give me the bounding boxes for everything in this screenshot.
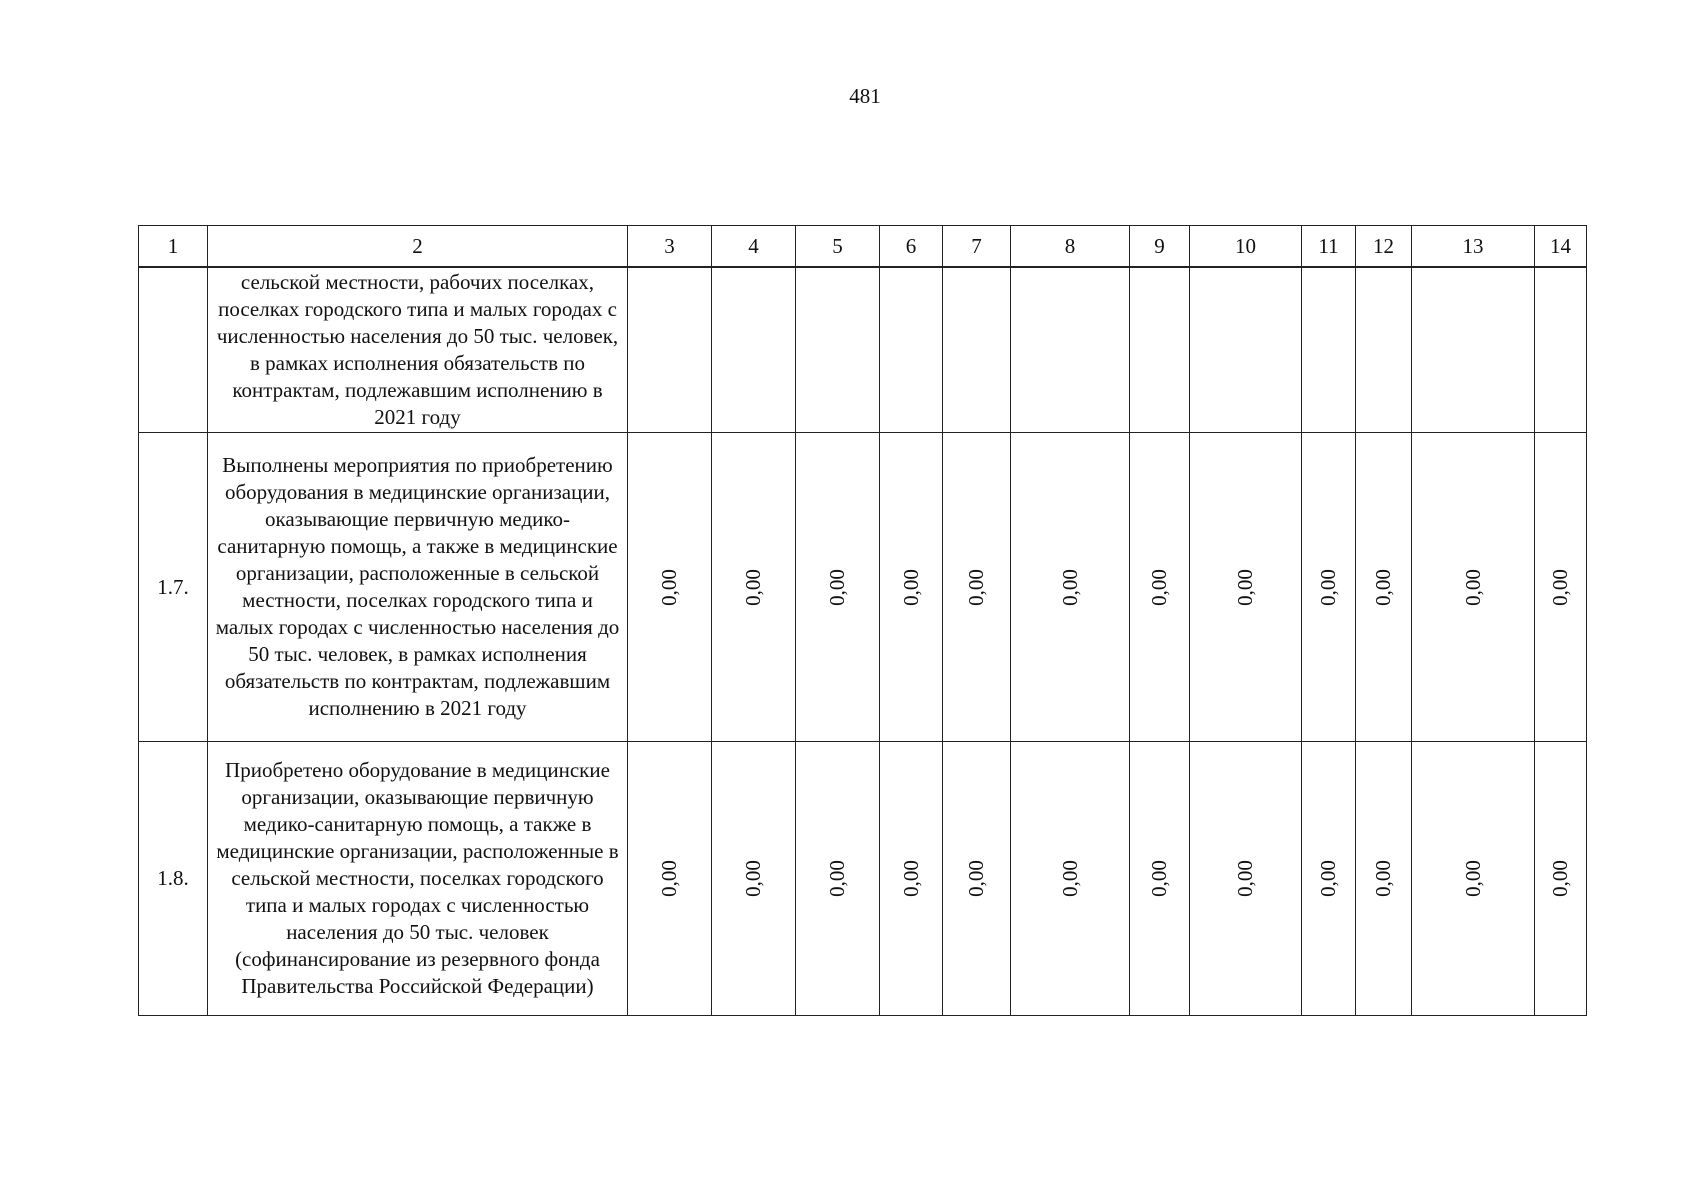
header-cell: 12	[1356, 226, 1412, 268]
row-number-cell	[139, 267, 208, 433]
value-cell	[1412, 267, 1535, 433]
value-cell	[796, 267, 880, 433]
row-description-cell: Приобретено оборудование в медицинские организации, оказывающие первичную медико-санитарную помощь, а также в медицинские организации, расположенные в сельской местности, поселках городского типа и малых городах с численностью населения до 50 тыс. человек (софинансирование из резервного фонда Правительства Российской Федерации)	[208, 742, 628, 1016]
value-cell	[1130, 742, 1190, 1016]
header-cell: 13	[1412, 226, 1535, 268]
value-cell	[1130, 433, 1190, 742]
row-number-cell: 1.8.	[139, 742, 208, 1016]
value-text: 0,00	[1147, 860, 1171, 897]
value-text: 0,00	[1233, 860, 1257, 897]
value-text: 0,00	[964, 860, 988, 897]
value-text: 0,00	[1371, 860, 1395, 897]
header-cell: 1	[139, 226, 208, 268]
value-text: 0,00	[741, 568, 765, 606]
value-text: 0,00	[657, 568, 681, 606]
value-cell	[1535, 267, 1587, 433]
value-cell	[1011, 742, 1130, 1016]
value-cell	[1356, 267, 1412, 433]
header-cell: 5	[796, 226, 880, 268]
value-cell	[712, 433, 796, 742]
header-cell: 2	[208, 226, 628, 268]
value-cell	[880, 742, 943, 1016]
value-text: 0,00	[1371, 568, 1395, 606]
value-text: 0,00	[825, 860, 849, 897]
header-cell: 6	[880, 226, 943, 268]
value-cell	[1130, 267, 1190, 433]
value-cell	[1302, 267, 1356, 433]
value-text: 0,00	[1233, 568, 1257, 606]
value-cell	[1412, 742, 1535, 1016]
value-text: 0,00	[1147, 568, 1171, 606]
value-cell	[1535, 433, 1587, 742]
value-cell	[712, 742, 796, 1016]
value-cell	[943, 742, 1011, 1016]
header-cell: 8	[1011, 226, 1130, 268]
value-cell	[1535, 742, 1587, 1016]
value-cell	[712, 267, 796, 433]
header-cell: 14	[1535, 226, 1587, 268]
row-description-cell: сельской местности, рабочих поселках, поселках городского типа и малых городах с численностью населения до 50 тыс. человек, в рамках исполнения обязательств по контрактам, подлежавшим исполнению в 2021 году	[208, 267, 628, 433]
header-cell: 11	[1302, 226, 1356, 268]
data-table	[138, 225, 1587, 1016]
value-cell	[943, 267, 1011, 433]
value-cell	[796, 433, 880, 742]
value-cell	[943, 433, 1011, 742]
value-cell	[628, 433, 712, 742]
value-text: 0,00	[898, 860, 923, 897]
value-text: 0,00	[1548, 860, 1572, 897]
value-cell	[1190, 267, 1302, 433]
value-text: 0,00	[1057, 568, 1082, 606]
value-text: 0,00	[741, 860, 765, 897]
row-number-cell: 1.7.	[139, 433, 208, 742]
value-cell	[1356, 742, 1412, 1016]
value-text: 0,00	[1316, 860, 1340, 897]
value-cell	[628, 267, 712, 433]
value-text: 0,00	[1057, 860, 1082, 897]
header-cell: 9	[1130, 226, 1190, 268]
value-cell	[1356, 433, 1412, 742]
value-text: 0,00	[964, 568, 988, 606]
value-cell	[880, 267, 943, 433]
header-cell: 3	[628, 226, 712, 268]
value-cell	[1302, 742, 1356, 1016]
value-text: 0,00	[657, 860, 681, 897]
header-cell: 7	[943, 226, 1011, 268]
value-cell	[1011, 433, 1130, 742]
header-cell: 4	[712, 226, 796, 268]
value-text: 0,00	[1460, 568, 1485, 606]
value-cell	[880, 433, 943, 742]
value-cell	[628, 742, 712, 1016]
value-text: 0,00	[825, 568, 849, 606]
value-text: 0,00	[1548, 568, 1572, 606]
row-description-cell: Выполнены мероприятия по приобретению оборудования в медицинские организации, оказывающие первичную медико-санитарную помощь, а также в медицинские организации, расположенные в сельской местности, поселках городского типа и малых городах с численностью населения до 50 тыс. человек, в рамках исполнения обязательств по контрактам, подлежавшим исполнению в 2021 году	[208, 433, 628, 742]
header-cell: 10	[1190, 226, 1302, 268]
value-cell	[796, 742, 880, 1016]
table-row	[139, 433, 1587, 742]
value-cell	[1190, 742, 1302, 1016]
page-number: 481	[849, 84, 881, 108]
value-text: 0,00	[1316, 568, 1340, 606]
value-cell	[1011, 267, 1130, 433]
table-header-row	[139, 226, 1587, 268]
table-row	[139, 742, 1587, 1016]
value-cell	[1412, 433, 1535, 742]
value-cell	[1190, 433, 1302, 742]
value-text: 0,00	[1460, 860, 1485, 897]
table-row	[139, 267, 1587, 433]
value-cell	[1302, 433, 1356, 742]
value-text: 0,00	[898, 568, 923, 606]
